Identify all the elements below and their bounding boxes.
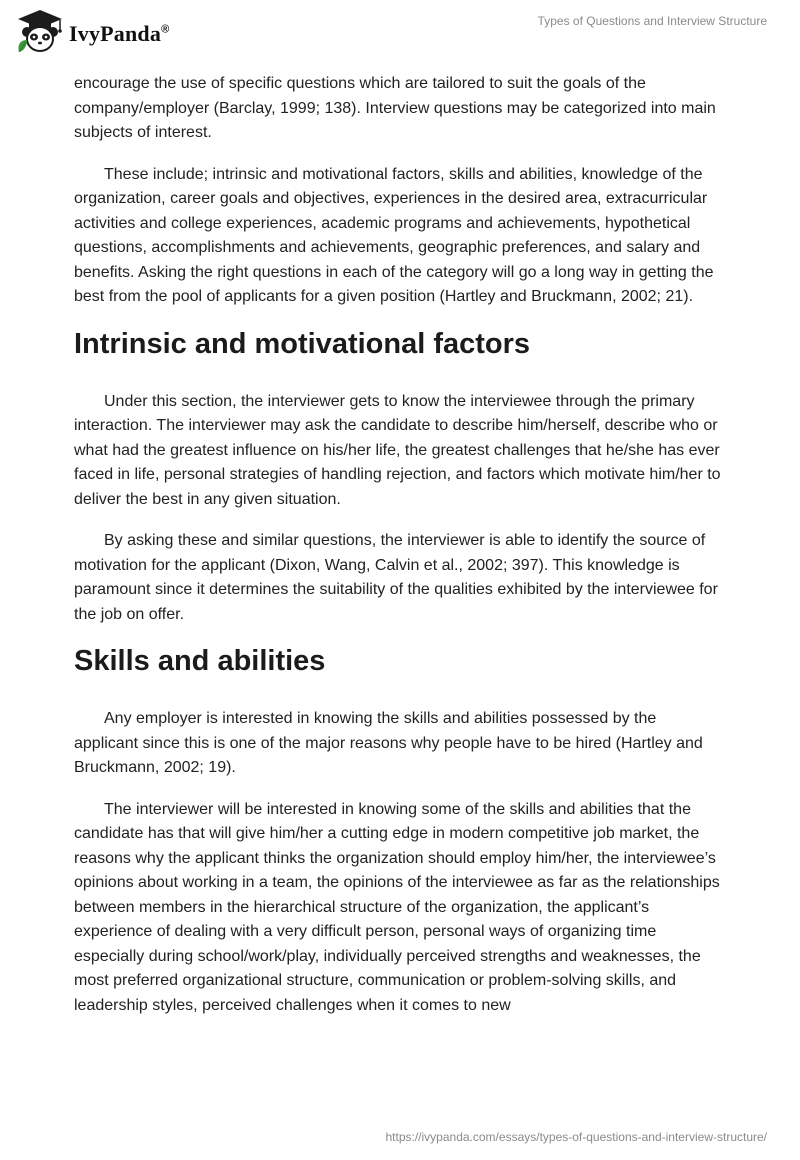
- paragraph-4: By asking these and similar questions, the interviewer is able to identify the source of motivation for the applicant (Dixon, Wang, Calvin et al., 2002; 397). This knowledge is paramount since it determines the suitability of the qualities exhibited by the interviewee for the job on offer.: [74, 532, 718, 623]
- paragraph-1: encourage the use of specific questions which are tailored to suit the goals of the company/employer (Barclay, 1999; 138). Interview questions may be categorized into main subjects of interest.: [74, 75, 716, 141]
- panda-graduate-icon: [15, 8, 65, 54]
- logo-text: IvyPanda®: [69, 21, 170, 46]
- paragraph-6: The interviewer will be interested in knowing some of the skills and abilities that the candidate has that will give him/her a cutting edge in modern competitive job market, the reasons why the applicant thinks the organization should employ him/her, the interviewee’s opinions about working in a team, the opinions of the interviewee as far as the relationships between members in the hierarchical structure of the organization, the applicant’s experience of dealing with a very difficult person, personal ways of organizing time especially during school/work/play, individually perceived strengths and weaknesses, the most preferred organizational structure, communication or problem-solving skills, and leadership styles, perceived challenges when it comes to new: [74, 800, 720, 1014]
- source-url[interactable]: https://ivypanda.com/essays/types-of-questions-and-interview-structure/: [385, 1130, 767, 1144]
- section-heading-skills: Skills and abilities: [74, 645, 326, 677]
- paragraph-3: Under this section, the interviewer gets to know the interviewee through the primary interaction. The interviewer may ask the candidate to describe him/herself, describe who or what had the greatest influence on his/her life, the greatest challenges that he/she has ever faced in life, personal strategies of handling rejection, and factors which motivate him/her to deliver the best in any given situation.: [74, 392, 721, 508]
- paragraph-5: Any employer is interested in knowing the skills and abilities possessed by the applicant since this is one of the major reasons why people have to be hired (Hartley and Bruckmann, 2002; 19).: [74, 710, 703, 776]
- document-title: Types of Questions and Interview Structure: [537, 14, 767, 28]
- section-heading-intrinsic: Intrinsic and motivational factors: [74, 327, 531, 360]
- article-body: [74, 72, 724, 1035]
- page-header: [0, 0, 800, 70]
- paragraph-2: These include; intrinsic and motivational factors, skills and abilities, knowledge of the organization, career goals and objectives, experiences in the desired area, extracurricular activities and college experiences, academic programs and achievements, hypothetical questions, accomplishments and achievements, geographic preferences, and salary and benefits. Asking the right questions in each of the category will go a long way in getting the best from the pool of applicants for a given position (Hartley and Bruckmann, 2002; 21).: [74, 165, 714, 305]
- ivypanda-logo[interactable]: [15, 8, 169, 54]
